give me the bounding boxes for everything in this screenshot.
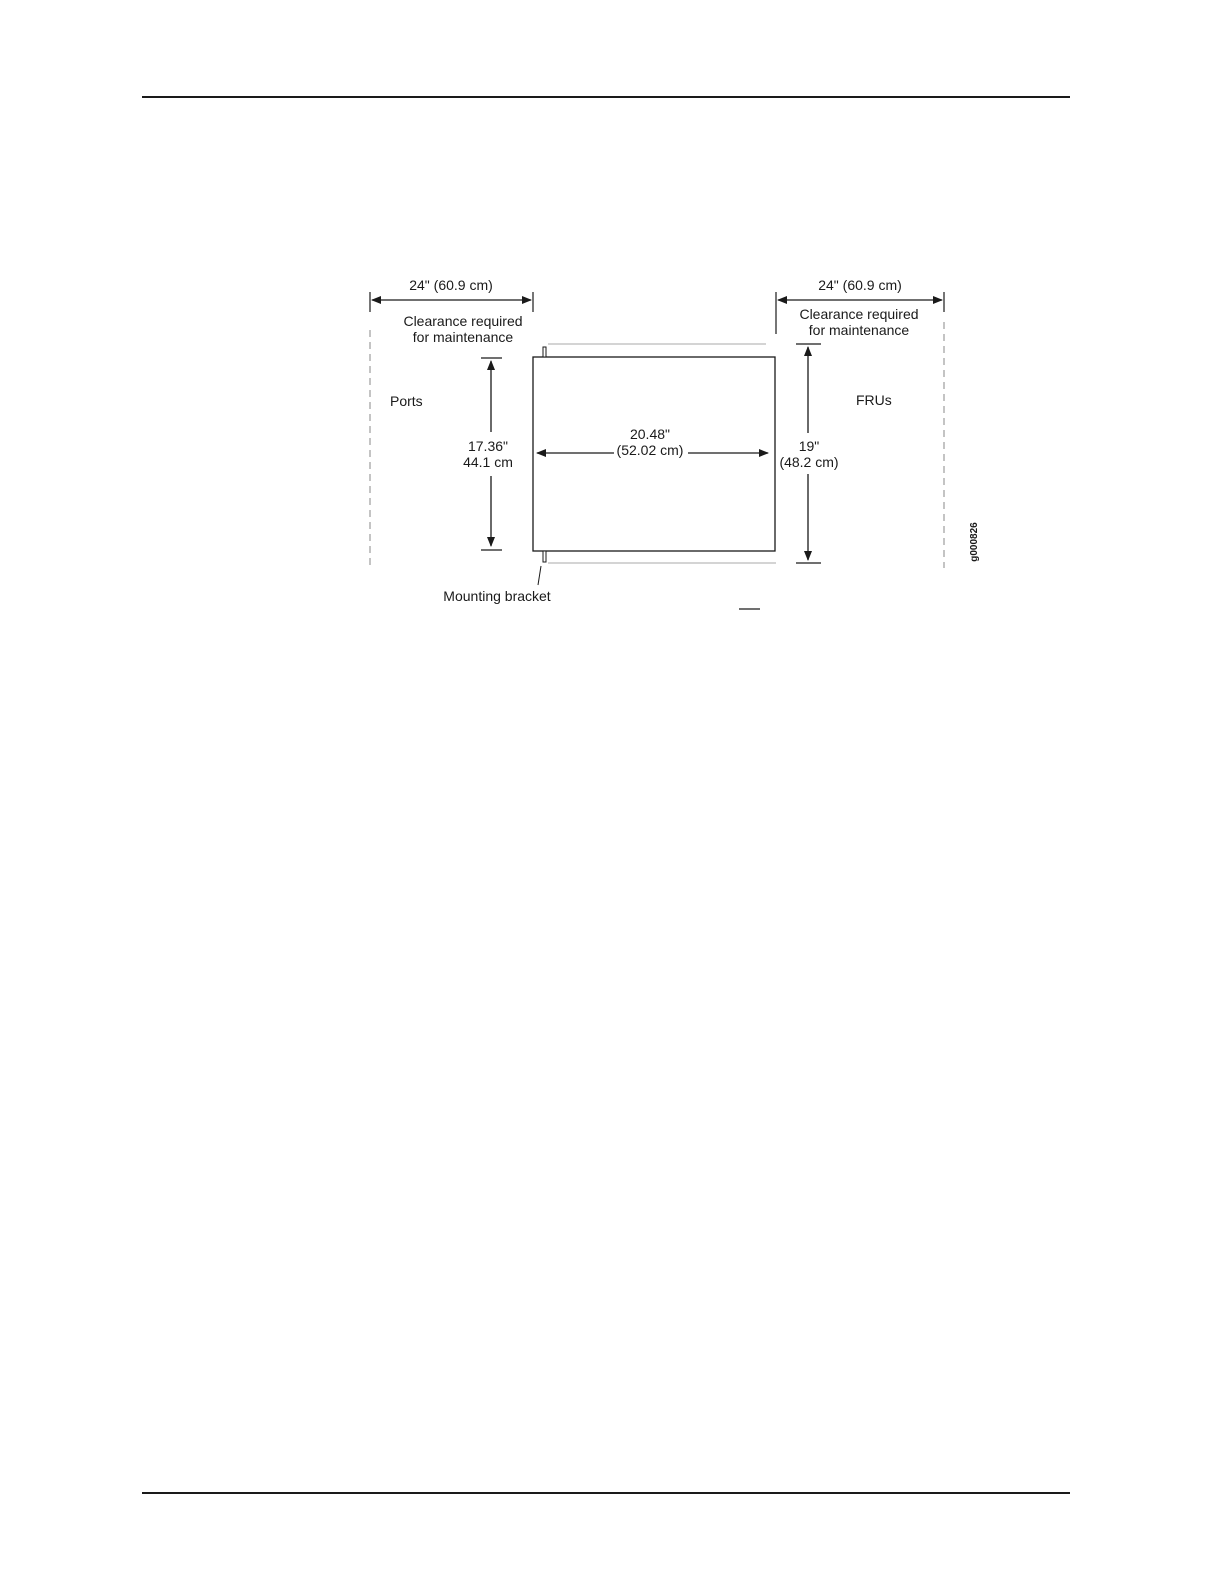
right-clearance-dimension bbox=[776, 277, 944, 338]
mounting-bracket bbox=[543, 347, 546, 562]
rack-width-dim-label-line2: (48.2 cm) bbox=[779, 454, 839, 470]
left-clearance-dimension bbox=[370, 277, 533, 345]
footer-rule bbox=[142, 1492, 1070, 1494]
right-clearance-note-line2: for maintenance bbox=[808, 322, 910, 338]
figure-id: g000826 bbox=[969, 522, 980, 562]
left-clearance-note-line1: Clearance required bbox=[403, 313, 523, 329]
right-clearance-dim-label: 24" (60.9 cm) bbox=[818, 277, 902, 293]
rack-width-dim-label-line1: 19" bbox=[798, 438, 820, 454]
mounting-bracket-leader bbox=[538, 566, 541, 585]
left-clearance-note-line2: for maintenance bbox=[412, 329, 514, 345]
depth-dimension bbox=[463, 358, 513, 550]
rack-width-dimension bbox=[779, 344, 838, 563]
mounting-bracket-label: Mounting bracket bbox=[443, 588, 551, 604]
left-clearance-dim-label: 24" (60.9 cm) bbox=[409, 277, 493, 293]
ports-label: Ports bbox=[390, 393, 423, 409]
frus-label: FRUs bbox=[856, 392, 892, 408]
width-dim-label-line1: 20.48" bbox=[629, 426, 671, 442]
depth-dim-label-line2: 44.1 cm bbox=[463, 454, 513, 470]
width-dim-label-line2: (52.02 cm) bbox=[616, 442, 684, 458]
width-dimension bbox=[537, 426, 768, 458]
right-clearance-note-line1: Clearance required bbox=[799, 306, 919, 322]
depth-dim-label-line1: 17.36" bbox=[467, 438, 509, 454]
